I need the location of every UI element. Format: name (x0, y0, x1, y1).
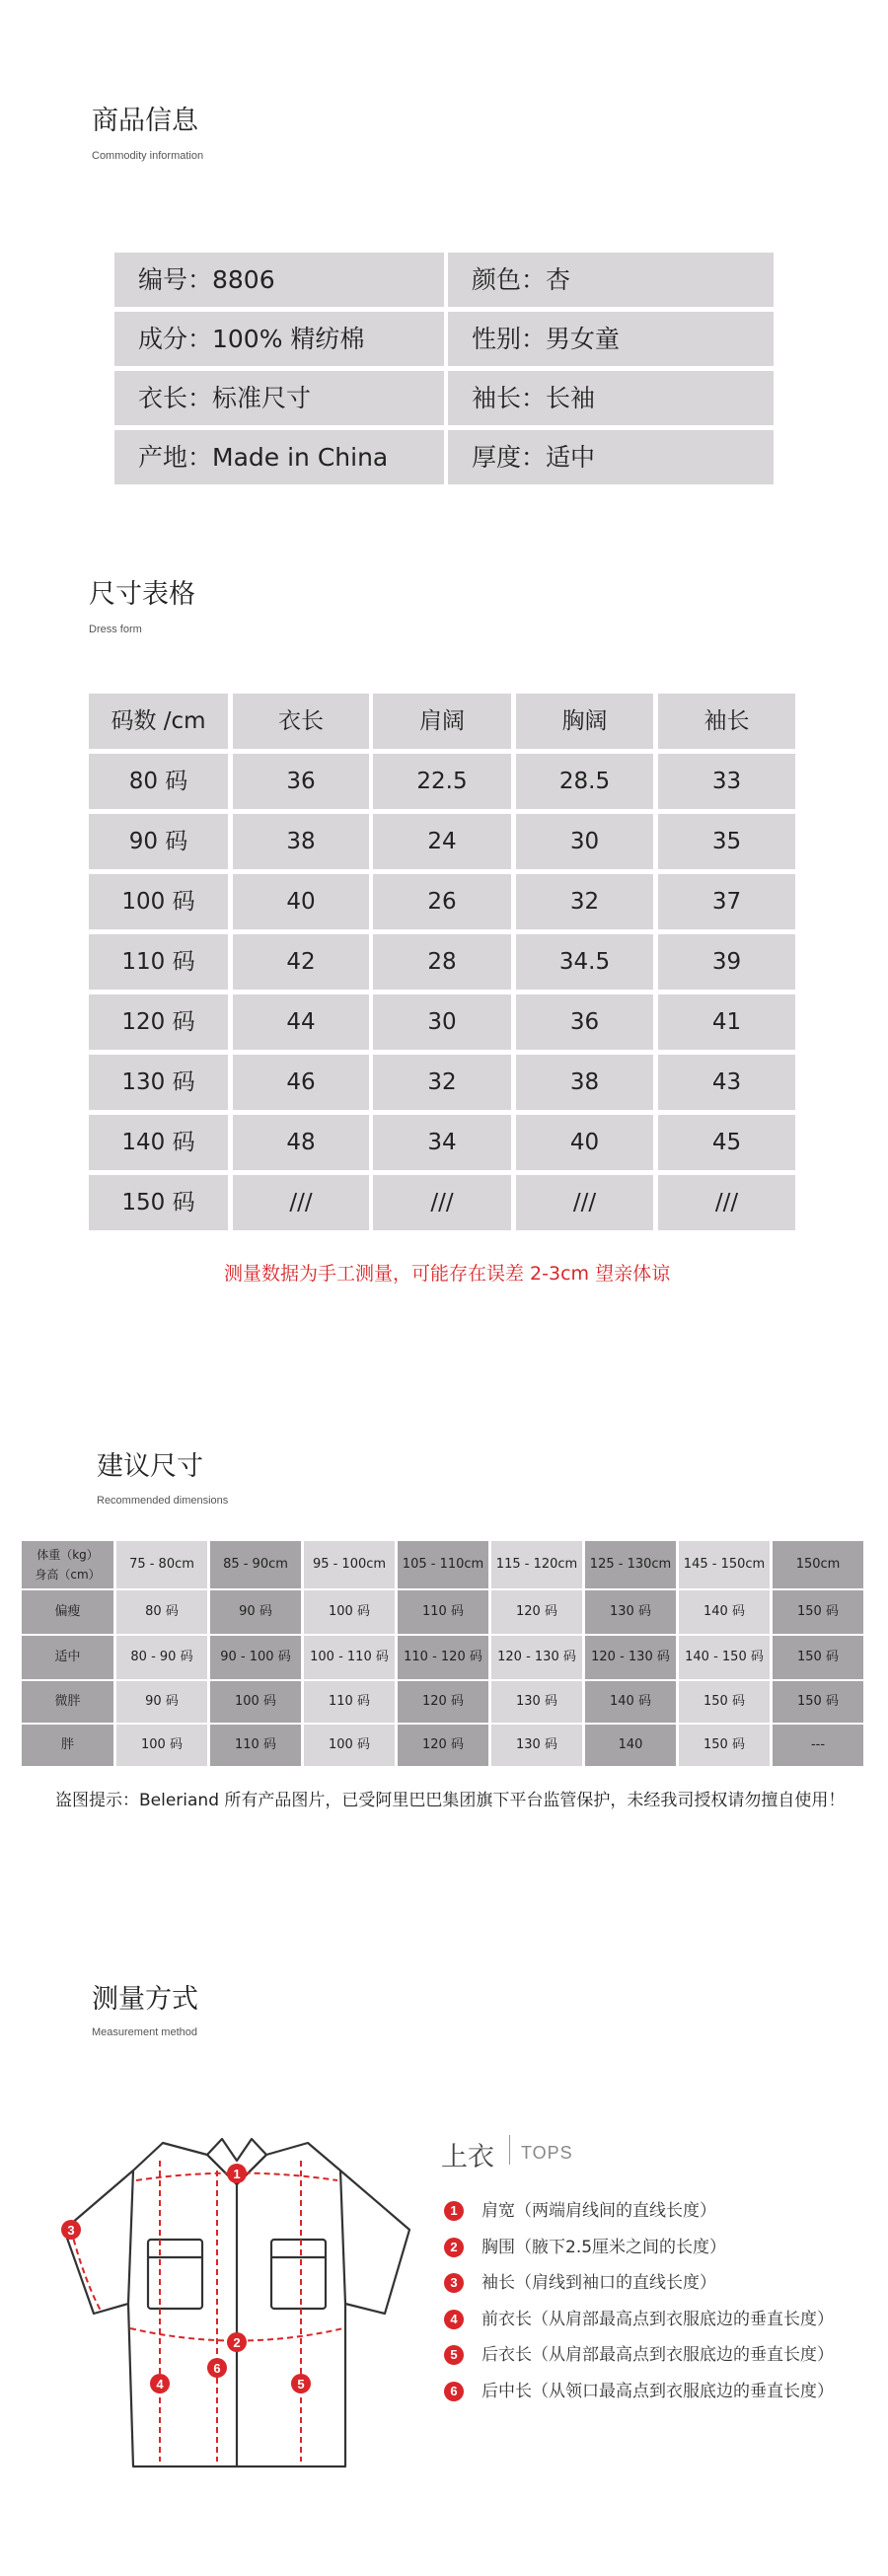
rec-value-cell: 80 码 (116, 1590, 207, 1634)
size-value-cell: 36 (516, 994, 653, 1050)
info-cell: 成分：100% 精纺棉 (114, 312, 444, 366)
diagram-marker: 6 (213, 2361, 221, 2376)
rec-value-cell: 100 码 (304, 1725, 395, 1766)
size-value-cell: 36 (233, 754, 369, 809)
measurement-title: 测量方式 (92, 1984, 198, 2015)
rec-value-cell: 150 码 (679, 1681, 770, 1723)
size-value-cell: /// (233, 1175, 369, 1230)
size-value-cell: /// (516, 1175, 653, 1230)
size-value-cell: 32 (516, 874, 653, 929)
info-cell: 性别：男女童 (448, 312, 774, 366)
rec-value-cell: 120 - 130 码 (491, 1636, 582, 1679)
measurement-item (444, 2340, 834, 2365)
size-label-cell: 80 码 (89, 754, 228, 809)
rec-height-header: 105 - 110cm (398, 1541, 488, 1588)
commodity-title: 商品信息 (92, 106, 198, 136)
rec-value-cell: 110 码 (304, 1681, 395, 1723)
size-value-cell: 40 (516, 1115, 653, 1170)
size-label-cell: 90 码 (89, 814, 228, 869)
recommended-subtitle: Recommended dimensions (97, 1495, 229, 1507)
commodity-subtitle: Commodity information (92, 150, 204, 162)
size-label-cell: 120 码 (89, 994, 228, 1050)
rec-value-cell: 140 码 (679, 1590, 770, 1634)
measurement-text: 后中长（从领口最高点到衣服底边的垂直长度） (481, 2381, 834, 2401)
size-label-cell: 140 码 (89, 1115, 228, 1170)
rec-value-cell: 120 码 (491, 1590, 582, 1634)
info-cell: 产地：Made in China (114, 430, 444, 484)
size-value-cell: 41 (658, 994, 795, 1050)
size-value-cell: 42 (233, 934, 369, 990)
left-pocket (148, 2240, 202, 2309)
measurement-item (444, 2268, 716, 2293)
measurement-item (444, 2233, 726, 2257)
size-value-cell: 34.5 (516, 934, 653, 990)
tops-heading-cn: 上衣 (441, 2142, 494, 2172)
rec-value-cell: 110 码 (398, 1590, 488, 1634)
diagram-marker: 1 (233, 2167, 241, 2181)
rec-value-cell: 110 - 120 码 (398, 1636, 488, 1679)
size-value-cell: 22.5 (373, 754, 511, 809)
size-value-cell: 45 (658, 1115, 795, 1170)
number-badge: 2 (444, 2238, 464, 2257)
rec-value-cell: 100 码 (210, 1681, 301, 1723)
rec-height-header: 85 - 90cm (210, 1541, 301, 1588)
size-value-cell: 38 (516, 1055, 653, 1110)
rec-value-cell: 140 - 150 码 (679, 1636, 770, 1679)
size-value-cell: 38 (233, 814, 369, 869)
measurement-note: 测量数据为手工测量，可能存在误差 2-3cm 望亲体谅 (224, 1263, 671, 1285)
rec-height-header: 125 - 130cm (585, 1541, 676, 1588)
rec-height-header: 95 - 100cm (304, 1541, 395, 1588)
rec-value-cell: 90 码 (116, 1681, 207, 1723)
size-table-subtitle: Dress form (89, 624, 142, 635)
rec-value-cell: --- (773, 1725, 863, 1766)
rec-row-label: 微胖 (22, 1681, 113, 1723)
info-cell: 衣长：标准尺寸 (114, 371, 444, 425)
size-label-cell: 130 码 (89, 1055, 228, 1110)
right-pocket (271, 2240, 326, 2309)
size-value-cell: 28 (373, 934, 511, 990)
number-badge: 4 (444, 2310, 464, 2329)
size-value-cell: 40 (233, 874, 369, 929)
size-value-cell: 26 (373, 874, 511, 929)
measurement-item (444, 2377, 834, 2401)
measurement-text: 肩宽（两端肩线间的直线长度） (481, 2201, 716, 2221)
size-table-header: 衣长 (233, 694, 369, 749)
recommended-title: 建议尺寸 (97, 1451, 203, 1482)
size-value-cell: 30 (516, 814, 653, 869)
size-value-cell: 33 (658, 754, 795, 809)
measurement-item (444, 2196, 716, 2221)
number-badge: 5 (444, 2345, 464, 2365)
measurement-item (444, 2305, 834, 2329)
size-value-cell: 24 (373, 814, 511, 869)
size-value-cell: 28.5 (516, 754, 653, 809)
weight-label: 体重（kg） (37, 1548, 99, 1562)
measurement-subtitle: Measurement method (92, 2026, 197, 2038)
measurement-text: 前衣长（从肩部最高点到衣服底边的垂直长度） (481, 2309, 834, 2329)
rec-value-cell: 140 码 (585, 1681, 676, 1723)
rec-row-label: 偏瘦 (22, 1590, 113, 1634)
rec-value-cell: 150 码 (773, 1590, 863, 1634)
rec-value-cell: 100 - 110 码 (304, 1636, 395, 1679)
size-value-cell: 39 (658, 934, 795, 990)
rec-height-header: 145 - 150cm (679, 1541, 770, 1588)
size-label-cell: 150 码 (89, 1175, 228, 1230)
rec-value-cell: 130 码 (491, 1725, 582, 1766)
size-table-header: 胸阔 (516, 694, 653, 749)
diagram-marker: 5 (297, 2377, 305, 2392)
tops-heading-en: TOPS (521, 2143, 573, 2163)
rec-value-cell: 150 码 (773, 1681, 863, 1723)
rec-height-header: 115 - 120cm (491, 1541, 582, 1588)
info-cell: 厚度：适中 (448, 430, 774, 484)
rec-value-cell: 120 码 (398, 1725, 488, 1766)
number-badge: 3 (444, 2273, 464, 2293)
rec-value-cell: 130 码 (585, 1590, 676, 1634)
size-value-cell: 43 (658, 1055, 795, 1110)
height-label: 身高（cm） (35, 1568, 101, 1582)
rec-value-cell: 120 码 (398, 1681, 488, 1723)
size-table-title: 尺寸表格 (89, 579, 195, 610)
rec-value-cell: 140 (585, 1725, 676, 1766)
diagram-marker: 2 (233, 2335, 241, 2350)
size-value-cell: 32 (373, 1055, 511, 1110)
size-value-cell: /// (373, 1175, 511, 1230)
size-value-cell: 35 (658, 814, 795, 869)
rec-value-cell: 150 码 (773, 1636, 863, 1679)
rec-value-cell: 150 码 (679, 1725, 770, 1766)
size-label-cell: 110 码 (89, 934, 228, 990)
size-value-cell: 48 (233, 1115, 369, 1170)
rec-header-label (22, 1541, 113, 1588)
number-badge: 6 (444, 2382, 464, 2401)
rec-value-cell: 90 - 100 码 (210, 1636, 301, 1679)
rec-height-header: 75 - 80cm (116, 1541, 207, 1588)
rec-value-cell: 80 - 90 码 (116, 1636, 207, 1679)
size-table-header: 码数 /cm (89, 694, 228, 749)
rec-value-cell: 100 码 (304, 1590, 395, 1634)
measurement-text: 后衣长（从肩部最高点到衣服底边的垂直长度） (481, 2345, 834, 2365)
size-value-cell: 30 (373, 994, 511, 1050)
measurement-text: 袖长（肩线到袖口的直线长度） (481, 2273, 716, 2293)
size-label-cell: 100 码 (89, 874, 228, 929)
size-value-cell: /// (658, 1175, 795, 1230)
measurement-text: 胸围（腋下2.5厘米之间的长度） (481, 2237, 727, 2257)
rec-value-cell: 110 码 (210, 1725, 301, 1766)
diagram-marker: 4 (156, 2377, 164, 2392)
diagram-marker: 3 (67, 2223, 75, 2238)
rec-height-header: 150cm (773, 1541, 863, 1588)
tops-divider (509, 2135, 510, 2165)
info-cell: 编号：8806 (114, 253, 444, 307)
rec-value-cell: 120 - 130 码 (585, 1636, 676, 1679)
number-badge: 1 (444, 2201, 464, 2221)
info-cell: 颜色：杏 (448, 253, 774, 307)
size-value-cell: 46 (233, 1055, 369, 1110)
size-table-header: 肩阔 (373, 694, 511, 749)
size-value-cell: 34 (373, 1115, 511, 1170)
shirt-measurement-diagram (49, 2131, 424, 2486)
size-value-cell: 44 (233, 994, 369, 1050)
rec-value-cell: 100 码 (116, 1725, 207, 1766)
info-cell: 袖长：长袖 (448, 371, 774, 425)
rec-row-label: 适中 (22, 1636, 113, 1679)
size-table-header: 袖长 (658, 694, 795, 749)
size-value-cell: 37 (658, 874, 795, 929)
rec-value-cell: 90 码 (210, 1590, 301, 1634)
rec-value-cell: 130 码 (491, 1681, 582, 1723)
rec-row-label: 胖 (22, 1725, 113, 1766)
copyright-notice: 盗图提示：Beleriand 所有产品图片，已受阿里巴巴集团旗下平台监管保护，未经我司授权请勿擅自使用！ (55, 1791, 846, 1810)
